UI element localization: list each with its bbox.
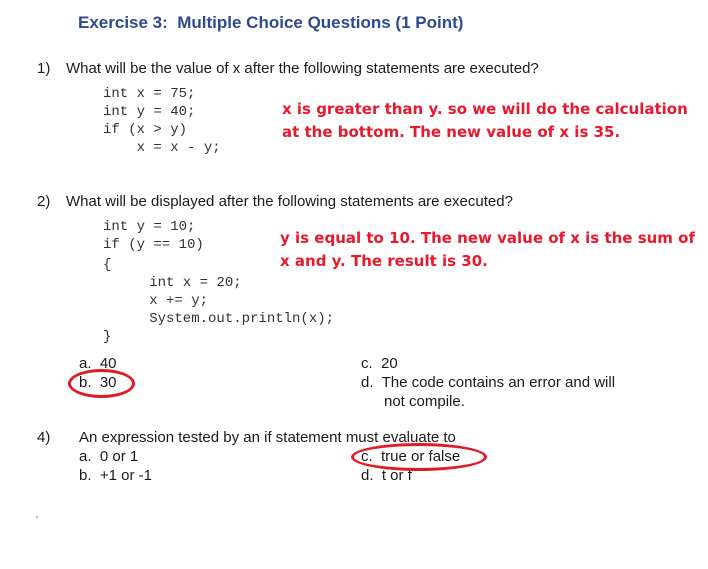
- q2-number: 2): [37, 193, 51, 210]
- stray-dot: [36, 516, 38, 518]
- answer-circle-mark: [351, 443, 487, 471]
- q4-option-c: c. true or false: [361, 448, 461, 465]
- q2-text: What will be displayed after the following statements are executed?: [66, 193, 513, 210]
- q1-annotation-line: x is greater than y. so we will do the calculation: [282, 100, 688, 118]
- q2-code-line: {: [103, 257, 112, 273]
- q2-code-line: int x = 20;: [124, 275, 242, 291]
- q2-annotation-line: x and y. The result is 30.: [280, 252, 488, 270]
- q1-annotation-line: at the bottom. The new value of x is 35.: [282, 123, 621, 141]
- q2-option-a: a. 40: [79, 355, 117, 372]
- q4-option-b: b. +1 or -1: [79, 467, 152, 484]
- q4-number: 4): [37, 429, 51, 446]
- q1-code-line: x = x - y;: [103, 140, 221, 156]
- q2-code-line: int y = 10;: [103, 219, 196, 235]
- q2-code-line: x += y;: [124, 293, 209, 309]
- q1-code-line: int x = 75;: [103, 86, 196, 102]
- q1-code-line: int y = 40;: [103, 104, 196, 120]
- q1-number: 1): [37, 60, 51, 77]
- exercise-title: Exercise 3: Multiple Choice Questions (1 Point): [78, 13, 464, 32]
- q1-code-line: if (x > y): [103, 122, 188, 138]
- q2-annotation-line: y is equal to 10. The new value of x is the sum of: [280, 229, 695, 247]
- q2-code-line: }: [103, 329, 112, 345]
- q1-text: What will be the value of x after the following statements are executed?: [66, 60, 539, 77]
- q4-text: An expression tested by an if statement must evaluate to: [79, 429, 456, 446]
- q2-option-b: b. 30: [79, 374, 117, 391]
- q2-code-line: System.out.println(x);: [124, 311, 335, 327]
- q2-option-d: d. The code contains an error and will: [361, 374, 616, 391]
- q4-option-a: a. 0 or 1: [79, 448, 139, 465]
- q2-code-line: if (y == 10): [103, 237, 204, 253]
- q2-option-c: c. 20: [361, 355, 398, 372]
- q4-option-d: d. t or f: [361, 467, 412, 484]
- q2-option-d-continued: not compile.: [384, 393, 465, 410]
- answer-circle-mark: [68, 369, 135, 398]
